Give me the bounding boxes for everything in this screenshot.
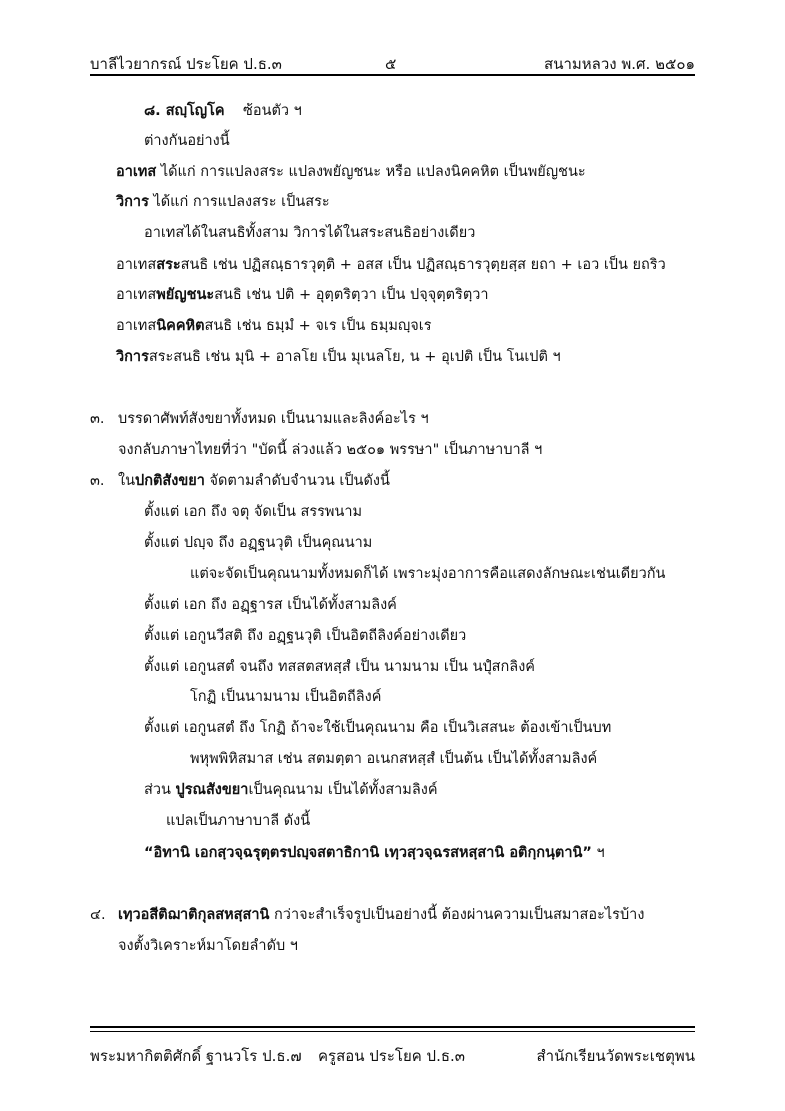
example-niggahita <box>116 315 431 337</box>
pali-translation <box>144 842 605 864</box>
answer-3-pre: ใน <box>118 473 135 489</box>
header-right: สนามหลวง พ.ศ. ๒๕๐๑ <box>544 55 695 73</box>
item-8-line <box>144 100 302 122</box>
diff-intro: ต่างกันอย่างนี้ <box>144 133 230 149</box>
footer-right: สำนักเรียนวัดพระเชตุพน <box>536 1047 695 1065</box>
answer-3-bold: ปกติสังขยา <box>135 473 205 489</box>
pali-translation-end: ฯ <box>591 845 605 861</box>
rule-2: ตั้งแต่ ปญฺจ ถึง อฏฺฐนวุติ เป็นคุณนาม <box>144 535 373 551</box>
rule-5: ตั้งแต่ เอกูนสตํ จนถึง ทสสตสหสฺสํ เป็น นามนาม เป็น นปุํสกลิงค์ <box>144 659 535 675</box>
rule-6-cont: พหุพพิหิสมาส เช่น สตมตฺตา อเนกสหสฺสํ เป็นต้น เป็นได้ทั้งสามลิงค์ <box>190 751 598 767</box>
question-3-number: ๓. <box>90 411 105 427</box>
example-niggahita-text: สนธิ เช่น ธมฺมํ + จเร เป็น ธมฺมญฺจเร <box>204 318 432 334</box>
rule-6: ตั้งแต่ เอกูนสตํ ถึง โกฏิ ถ้าจะใช้เป็นคุณนาม คือ เป็นวิเสสนะ ต้องเข้าเป็นบท <box>144 720 612 736</box>
vikarn-def <box>116 191 330 213</box>
question-4-term: เทฺวอสีติฌาติกุลสหสฺสานิ <box>118 907 270 923</box>
header-left: บาลีไวยากรณ์ ประโยค ป.ธ.๓ <box>90 55 282 73</box>
rule-4: ตั้งแต่ เอกูนวีสติ ถึง อฏฺฐนวุติ เป็นอิตถีลิงค์อย่างเดียว <box>144 628 467 644</box>
pali-translation-text: “อิทานิ เอกสฺวจฺฉรุตฺตรปญฺจสตาธิกานิ เทฺวสฺวจฺฉรสหสฺสานิ อติกฺกนฺตานิ” <box>144 845 592 861</box>
example-consonant <box>116 284 489 306</box>
example-niggahita-prefix: อาเทส <box>116 318 157 334</box>
question-4-text: กว่าจะสำเร็จรูปเป็นอย่างนี้ ต้องผ่านความเป็นสมาสอะไรบ้าง <box>269 907 645 923</box>
rule-3: ตั้งแต่ เอก ถึง อฏฺฐารส เป็นได้ทั้งสามลิงค์ <box>144 597 397 613</box>
footer-rule-bottom <box>90 1031 695 1032</box>
example-vikarn-text: สระสนธิ เช่น มุนิ + อาลโย เป็น มุเนลโย, น + อุเปติ เป็น โนเปติ ฯ <box>148 349 561 365</box>
example-vowel <box>116 254 666 276</box>
answer-3-post: จัดตามลำดับจำนวน เป็นดังนี้ <box>204 473 390 489</box>
item-8-term: ๘. สญฺโญโค <box>144 103 225 119</box>
question-3-line1: บรรดาศัพท์สังขยาทั้งหมด เป็นนามและลิงค์อะไร ฯ <box>118 411 429 427</box>
vikarn-text: ได้แก่ การแปลงสระ เป็นสระ <box>148 194 330 210</box>
aades-text: ได้แก่ การแปลงสระ แปลงพยัญชนะ หรือ แปลงนิคคหิต เป็นพยัญชนะ <box>156 164 586 180</box>
header-rule <box>90 74 695 76</box>
footer-left: พระมหากิตติศักดิ์ ฐานวโร ป.ธ.๗ <box>90 1047 302 1065</box>
example-vowel-text: สนธิ เช่น ปฏิสณฺธารวุตฺติ + อสส เป็น ปฏิสณฺธารวุตฺยสฺส ยถา + เอว เป็น ยถริว <box>180 257 666 273</box>
example-vikarn-bold: วิการ <box>116 349 149 365</box>
footer-center: ครูสอน ประโยค ป.ธ.๓ <box>318 1047 466 1065</box>
aades-term: อาเทส <box>116 164 157 180</box>
rule-7-post: เป็นคุณนาม เป็นได้ทั้งสามลิงค์ <box>248 782 438 798</box>
item-8-desc: ซ้อนตัว ฯ <box>243 103 302 119</box>
rule-1: ตั้งแต่ เอก ถึง จตุ จัดเป็น สรรพนาม <box>144 504 363 520</box>
rule-7-bold: ปูรณสังขยา <box>175 782 249 798</box>
footer-rule-top <box>90 1026 695 1028</box>
question-3-line2: จงกลับภาษาไทยที่ว่า "บัดนี้ ล่วงแล้ว ๒๕๐๑ พรรษา" เป็นภาษาบาลี ฯ <box>118 442 543 458</box>
rule-7 <box>144 779 438 801</box>
question-4-number: ๔. <box>90 907 106 923</box>
question-4-line2: จงตั้งวิเคราะห์มาโดยลำดับ ฯ <box>118 938 298 954</box>
example-consonant-prefix: อาเทส <box>116 287 157 303</box>
answer-3-intro <box>118 470 390 492</box>
example-vikarn <box>116 346 561 368</box>
question-4-line1 <box>118 904 644 926</box>
answer-3-number: ๓. <box>90 473 105 489</box>
example-niggahita-bold: นิคคหิต <box>156 318 205 334</box>
rule-2-cont: แต่จะจัดเป็นคุณนามทั้งหมดก็ได้ เพราะมุ่งอาการคือแสดงลักษณะเช่นเดียวกัน <box>190 566 666 582</box>
rule-5-cont: โกฏิ เป็นนามนาม เป็นอิตถีลิงค์ <box>190 689 382 705</box>
translate-intro: แปลเป็นภาษาบาลี ดังนี้ <box>166 813 311 829</box>
example-consonant-text: สนธิ เช่น ปติ + อุตฺตริตฺวา เป็น ปจฺจุตฺตริตฺวา <box>214 287 489 303</box>
example-vowel-prefix: อาเทส <box>116 257 157 273</box>
vikarn-term: วิการ <box>116 194 149 210</box>
example-consonant-bold: พยัญชนะ <box>156 287 215 303</box>
rule-7-pre: ส่วน <box>144 782 176 798</box>
example-vowel-bold: สระ <box>156 257 181 273</box>
summary-line: อาเทสได้ในสนธิทั้งสาม วิการได้ในสระสนธิอย่างเดียว <box>144 225 476 241</box>
header-page-number: ๕ <box>385 55 397 73</box>
aades-def <box>116 161 586 183</box>
